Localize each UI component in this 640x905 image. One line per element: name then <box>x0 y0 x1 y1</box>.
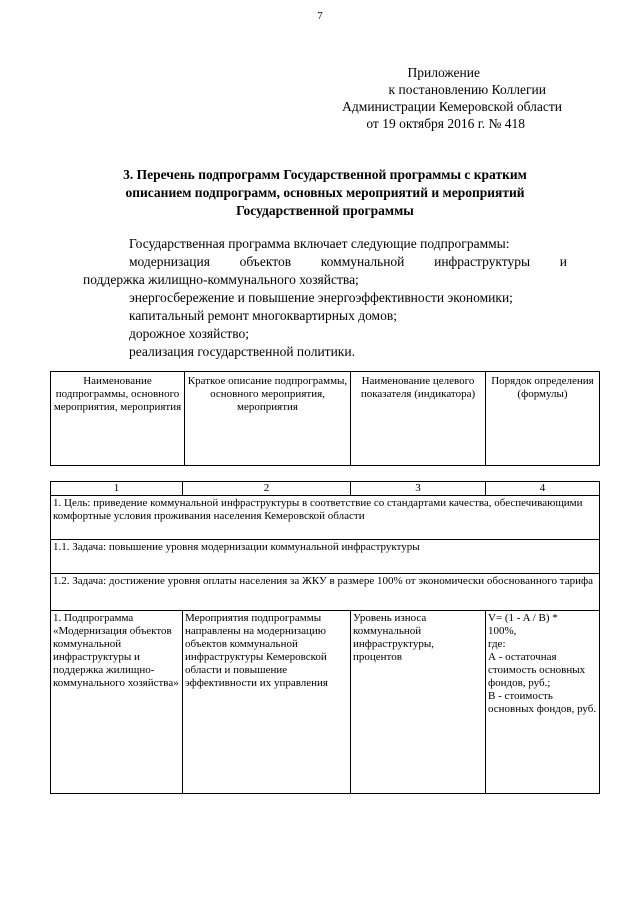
heading-line: описанием подпрограмм, основных мероприятий и мероприятий <box>125 185 525 200</box>
goal-cell: 1. Цель: приведение коммунальной инфраструктуры в соответствие со стандартами качества, обеспечивающими комфортные условия проживания населения Кемеровской области <box>51 496 600 540</box>
intro-line-justified <box>83 253 567 271</box>
column-number: 2 <box>183 482 351 496</box>
subprogram-formula-cell <box>486 611 600 794</box>
header-cell-indicator: Наименование целевого показателя (индикатора) <box>351 372 486 466</box>
task-row <box>51 574 600 611</box>
section-heading <box>60 166 590 220</box>
formula-line: где: <box>488 638 506 650</box>
intro-line: дорожное хозяйство; <box>129 326 250 341</box>
intro-line: энергосбережение и повышение энергоэффективности экономики; <box>129 290 513 305</box>
intro-line: реализация государственной политики. <box>129 344 355 359</box>
word: коммунальной <box>320 254 405 269</box>
heading-line: 3. Перечень подпрограмм Государственной программы с кратким <box>123 167 527 182</box>
intro-line: Государственная программа включает следующие подпрограммы: <box>129 236 510 251</box>
appendix-block <box>300 64 562 132</box>
task-cell: 1.1. Задача: повышение уровня модернизации коммунальной инфраструктуры <box>51 540 600 574</box>
formula-line: V= (1 - A / B) * <box>488 612 558 624</box>
column-number-row <box>51 482 600 496</box>
appendix-line: Приложение <box>407 65 480 80</box>
subprogram-row <box>51 611 600 794</box>
word: модернизация <box>129 254 210 269</box>
task-row <box>51 540 600 574</box>
intro-line: поддержка жилищно-коммунального хозяйства; <box>83 272 359 287</box>
word: и <box>559 254 567 269</box>
task-cell: 1.2. Задача: достижение уровня оплаты населения за ЖКУ в размере 100% от экономически обоснованного тарифа <box>51 574 600 611</box>
subprogram-indicator-cell: Уровень износа коммунальной инфраструктуры, процентов <box>351 611 486 794</box>
intro-paragraph <box>83 235 567 361</box>
header-cell-name: Наименование подпрограммы, основного мероприятия, мероприятия <box>51 372 185 466</box>
word: инфраструктуры <box>434 254 531 269</box>
header-table <box>50 371 600 466</box>
column-number: 1 <box>51 482 183 496</box>
column-number: 3 <box>351 482 486 496</box>
intro-line: капитальный ремонт многоквартирных домов; <box>129 308 397 323</box>
goal-row <box>51 496 600 540</box>
formula-line: В - стоимость основных фондов, руб. <box>488 690 597 715</box>
header-cell-description: Краткое описание подпрограммы, основного мероприятия, мероприятия <box>185 372 351 466</box>
heading-line: Государственной программы <box>236 203 414 218</box>
formula-line: 100%, <box>488 625 517 637</box>
program-table <box>50 481 600 794</box>
appendix-line: к постановлению Коллегии <box>388 82 546 97</box>
appendix-line: от 19 октября 2016 г. № 418 <box>366 116 525 131</box>
subprogram-name-cell: 1. Подпрограмма «Модернизация объектов коммунальной инфраструктуры и поддержка жилищно-коммунального хозяйства» <box>51 611 183 794</box>
column-number: 4 <box>486 482 600 496</box>
word: объектов <box>239 254 292 269</box>
subprogram-description-cell: Мероприятия подпрограммы направлены на модернизацию объектов коммунальной инфраструктуры Кемеровской области и повышение эффективности их управления <box>183 611 351 794</box>
page-number: 7 <box>317 10 323 22</box>
appendix-line: Администрации Кемеровской области <box>342 99 562 114</box>
header-cell-formula: Порядок определения (формулы) <box>486 372 600 466</box>
formula-line: А - остаточная стоимость основных фондов, руб.; <box>488 651 586 689</box>
